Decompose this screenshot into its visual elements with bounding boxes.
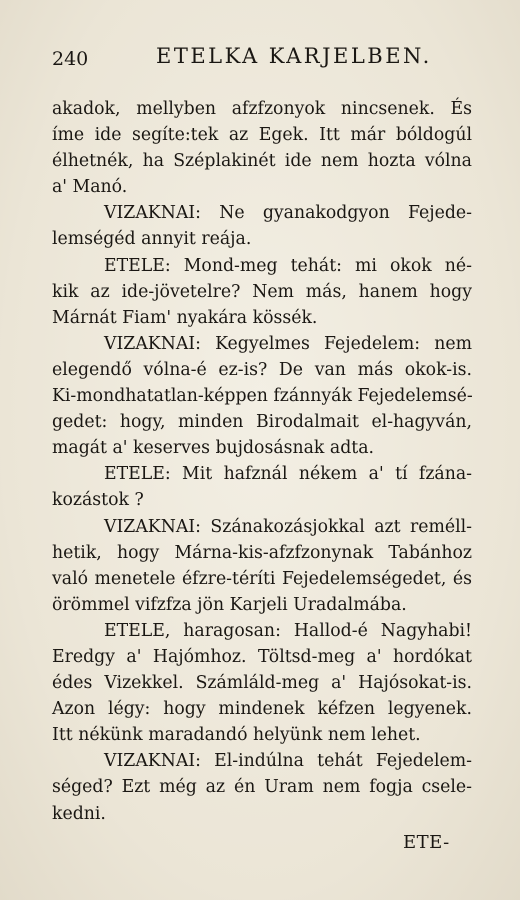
body-text: [52, 96, 472, 827]
text-line: Azon légy: hogy mindenek kéfzen legyenek.: [52, 699, 472, 720]
text-line: való menetele éfzre-téríti Fejedelemségedet, és: [52, 568, 472, 589]
text-line: magát a' keserves bujdosásnak adta.: [52, 438, 375, 459]
text-line: hetik, hogy Márna-kis-afzfzonynak Tabánhoz: [52, 542, 472, 563]
text-line: Ki-mondhatatlan-képpen fzánnyák Fejedelemsé-: [52, 386, 473, 407]
catchword: ETE-: [403, 832, 450, 853]
text-line: akadok, mellyben afzfzonyok nincsenek. És: [52, 99, 472, 119]
text-line: élhetnék, ha Széplakinét ide nem hozta vólna: [52, 151, 472, 172]
text-line: VIZAKNAI: Ne gyanakodgyon Fejede-: [104, 203, 472, 224]
text-line: édes Vizekkel. Számláld-meg a' Hajósokat-is.: [52, 673, 472, 694]
text-line: kedni.: [52, 803, 106, 824]
text-line: lemségéd annyit reája.: [52, 229, 252, 250]
text-line: Itt nékünk maradandó helyünk nem lehet.: [52, 725, 421, 746]
text-line: kozástok ?: [52, 490, 144, 511]
text-line: ETELE: Mit hafznál nékem a' tí fzána-: [104, 464, 472, 485]
text-line: ETELE: Mond-meg tehát: mi okok né-: [104, 255, 472, 276]
text-line: elegendő vólna-é ez-is? De van más okok-is.: [52, 359, 472, 380]
text-line: VIZAKNAI: Szánakozásjokkal azt reméll-: [104, 516, 472, 537]
text-line: örömmel vifzfza jön Karjeli Uradalmába.: [52, 594, 407, 615]
text-line: a' Manó.: [52, 177, 128, 198]
text-line: séged? Ezt még az én Uram nem fogja csele-: [52, 777, 472, 798]
text-line: gedet: hogy, minden Birodalmait el-hagyván,: [52, 412, 472, 433]
page-number: 240: [52, 48, 89, 70]
text-line: VIZAKNAI: Kegyelmes Fejedelem: nem: [104, 333, 472, 354]
text-line: íme ide segíte:tek az Egek. Itt már bóldogúl: [52, 125, 472, 146]
text-line: VIZAKNAI: El-indúlna tehát Fejedelem-: [104, 751, 472, 772]
text-line: Márnát Fiam' nyakára kössék.: [52, 307, 318, 328]
text-line: Eredgy a' Hajómhoz. Töltsd-meg a' hordókat: [52, 646, 472, 667]
text-line: kik az ide-jövetelre? Nem más, hanem hogy: [52, 281, 472, 302]
text-line: ETELE, haragosan: Hallod-é Nagyhabi!: [104, 620, 472, 641]
page-header: [52, 44, 472, 74]
running-head: ETELKA KARJELBEN.: [156, 44, 432, 68]
